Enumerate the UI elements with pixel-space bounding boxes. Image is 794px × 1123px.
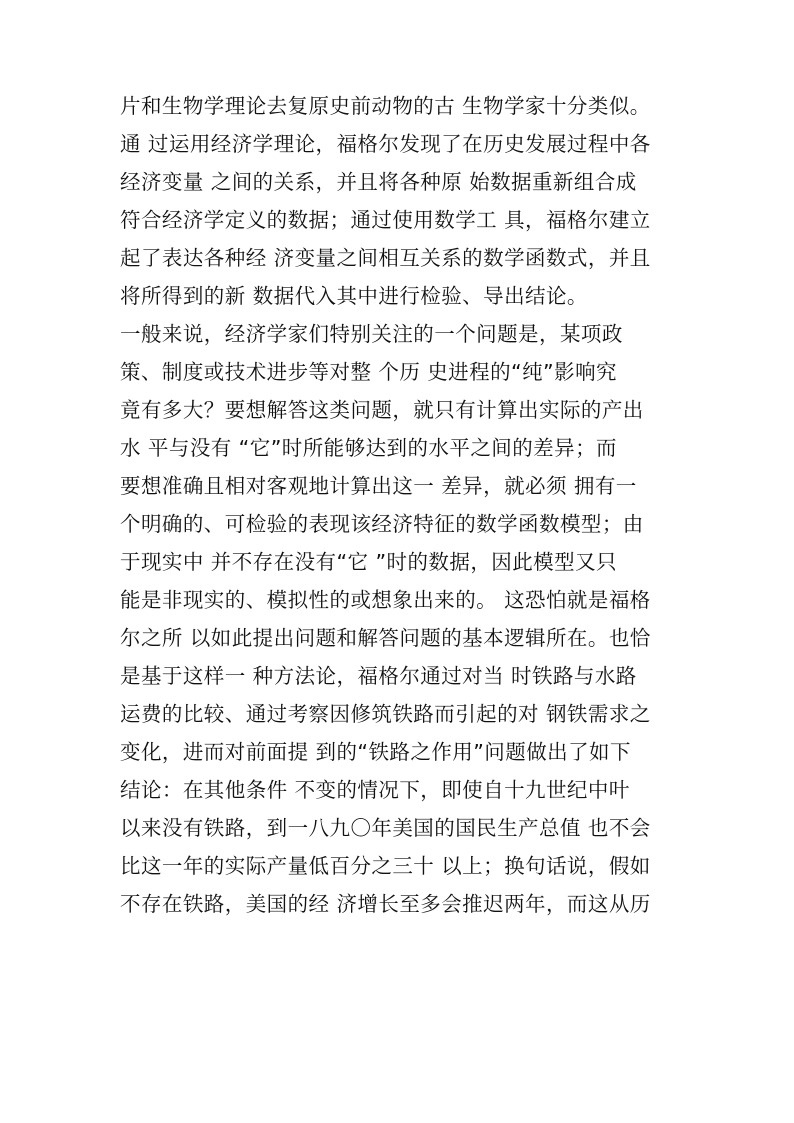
text-line: 一般来说，经济学家们特别关注的一个问题是，某项政 xyxy=(120,322,623,346)
text-line: 尔之所 以如此提出问题和解答问题的基本逻辑所在。也恰 xyxy=(120,626,651,650)
text-line: 起了表达各种经 济变量之间相互关系的数学函数式，并且 xyxy=(120,246,651,270)
text-line: 能是非现实的、模拟性的或想象出来的。 这恐怕就是福格 xyxy=(120,588,651,612)
text-line: 运费的比较、通过考察因修筑铁路而引起的对 钢铁需求之 xyxy=(120,702,651,726)
text-line: 是基于这样一 种方法论，福格尔通过对当 时铁路与水路 xyxy=(120,664,637,688)
text-line: 变化，进而对前面提 到的“铁路之作用”问题做出了如下 xyxy=(120,740,631,764)
text-line: 通 过运用经济学理论，福格尔发现了在历史发展过程中各 xyxy=(120,132,651,156)
text-line: 个明确的、可检验的表现该经济特征的数学函数模型；由 xyxy=(120,512,644,536)
text-line: 结论：在其他条件 不变的情况下，即使自十九世纪中叶 xyxy=(120,778,630,802)
text-line: 以来没有铁路，到一八九〇年美国的国民生产总值 也不会 xyxy=(120,816,651,840)
text-line: 要想准确且相对客观地计算出这一 差异，就必须 拥有一 xyxy=(120,474,637,498)
text-line: 片和生物学理论去复原史前动物的古 生物学家十分类似。 xyxy=(120,94,651,118)
text-line: 符合经济学定义的数据；通过使用数学工 具，福格尔建立 xyxy=(120,208,651,232)
text-line: 将所得到的新 数据代入其中进行检验、导出结论。 xyxy=(120,284,588,308)
text-line: 经济变量 之间的关系，并且将各种原 始数据重新组合成 xyxy=(120,170,637,194)
text-line: 竟有多大？要想解答这类问题，就只有计算出实际的产出 xyxy=(120,398,644,422)
text-line: 于现实中 并不存在没有“它 ”时的数据，因此模型又只 xyxy=(120,550,617,574)
text-line: 水 平与没有 “它”时所能够达到的水平之间的差异；而 xyxy=(120,436,617,460)
text-line: 不存在铁路，美国的经 济增长至多会推迟两年，而这从历 xyxy=(120,892,651,916)
text-line: 策、制度或技术进步等对整 个历 史进程的“纯”影响究 xyxy=(120,360,617,384)
text-line: 比这一年的实际产量低百分之三十 以上；换句话说，假如 xyxy=(120,854,651,878)
